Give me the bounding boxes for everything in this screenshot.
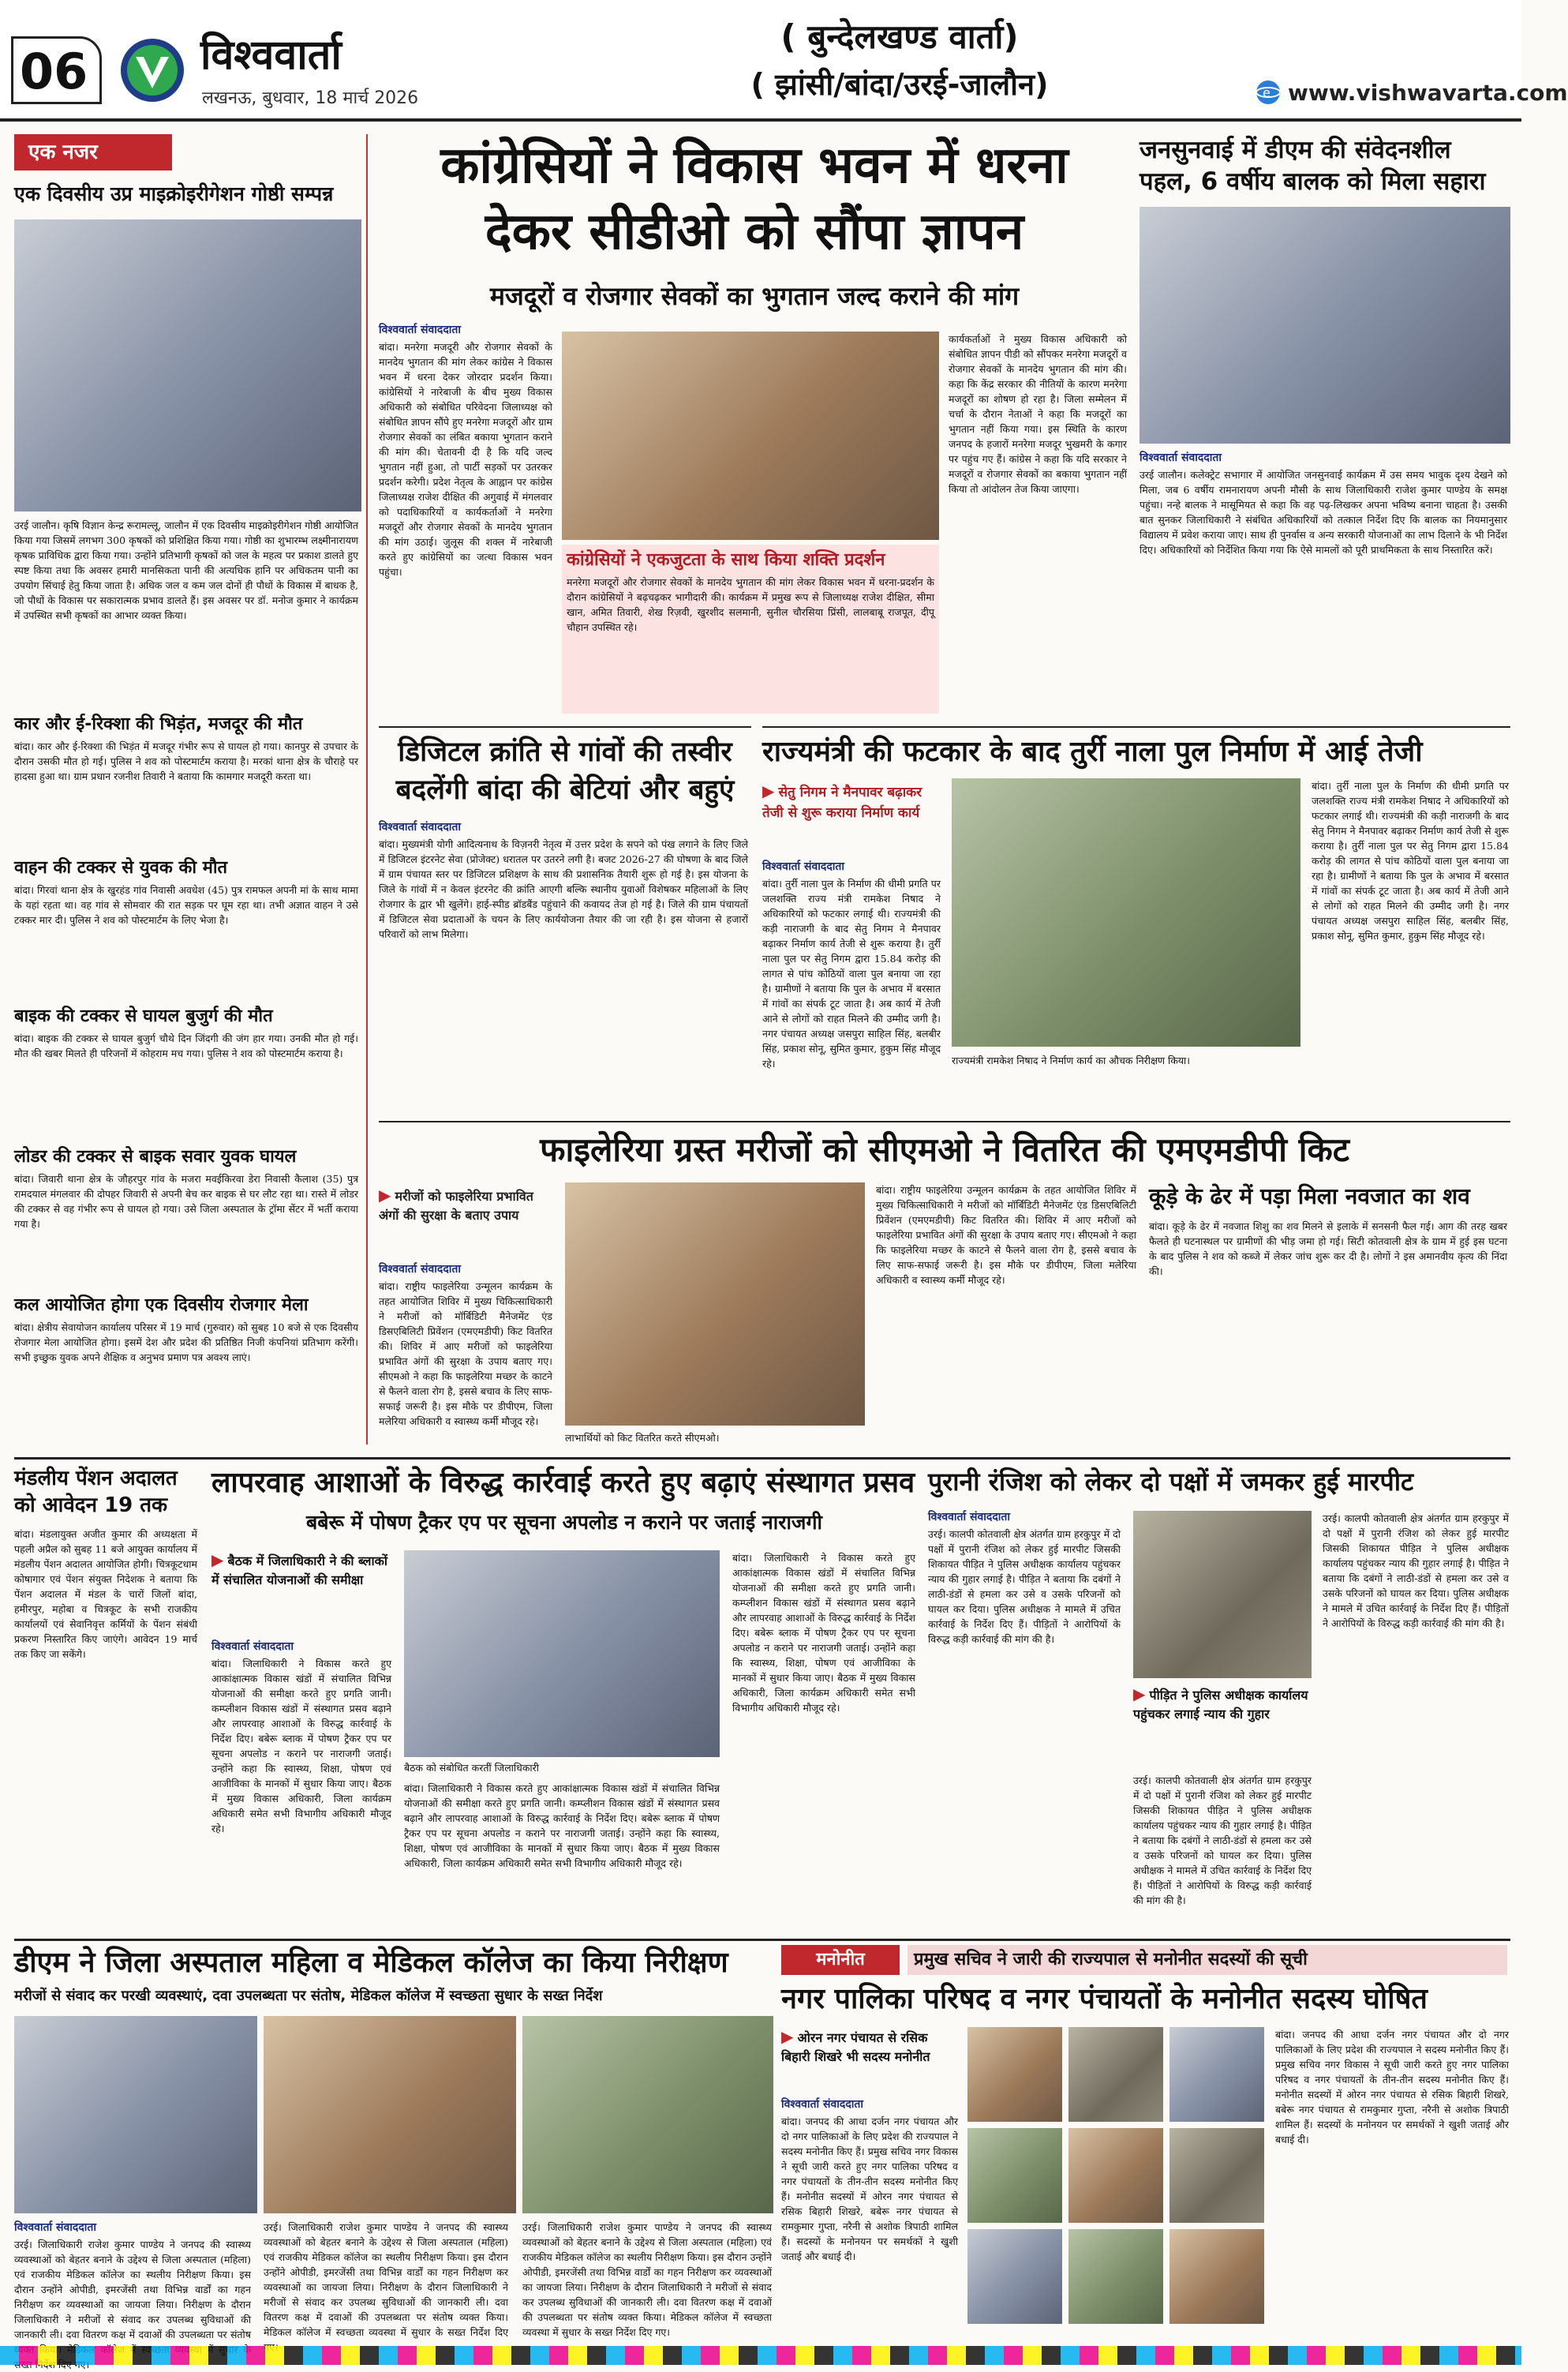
member-portrait-3 xyxy=(1169,2027,1264,2122)
hospital-photo-2 xyxy=(264,2016,516,2213)
masthead-rule xyxy=(0,118,1521,122)
asha-callout-text: बैठक में जिलाधिकारी ने की ब्लाकों में संचालित योजनाओं की समीक्षा xyxy=(211,1553,388,1587)
red-arrow-icon: ▶ xyxy=(781,2027,794,2046)
short-news-3-body: बांदा। बाइक की टक्कर से घायल बुजुर्ग चौथे दिन जिंदगी की जंग हार गया। उनकी मौत हो गई। मौत की खबर मिलते ही परिजनों में कोहराम मच गया। पुलिस ने शव को पोस्टमार्टम कराया है। xyxy=(14,1032,358,1059)
ranjish-body-middle: उरई। कालपी कोतवाली क्षेत्र अंतर्गत ग्राम हरकुपुर में दो पक्षों में पुरानी रंजिश को लेकर हुई मारपीट जिसकी शिकायत पीड़ित ने पुलिस अधीक्षक कार्यालय पहुंचकर न्याय की गुहार लगाई है। पीड़ित ने बताया कि दबंगों ने लाठी-डंडों से हमला कर उसे व उसके परिजनों को घायल कर दिया। पुलिस अधीक्षक ने मामले में उचित कार्रवाई के निर्देश दिए हैं। पीड़ितों ने आरोपियों के विरुद्ध कड़ी कार्रवाई की मांग की है। xyxy=(1133,1774,1312,1906)
asha-meeting-photo xyxy=(404,1550,720,1757)
asha-subhead: बबेरू में पोषण ट्रैकर एप पर सूचना अपलोड न कराने पर जताई नाराजगी xyxy=(305,1511,823,1534)
asha-body-right: बांदा। जिलाधिकारी ने विकास करते हुए आकांक्षात्मक विकास खंडों में संचालित विभिन्न योजनाओं की समीक्षा करते हुए प्रगति जानी। कम्प्लीशन विकास खंडों में संस्थागत प्रसव बढ़ाने और लापरवाह आशाओं के विरुद्ध कार्रवाई के निर्देश दिए। बबेरू ब्लाक में पोषण ट्रैकर एप पर सूचना अपलोड न कराने पर नाराजगी जताई। उन्होंने कहा कि स्वास्थ्य, शिक्षा, पोषण एवं आजीविका के मानकों में सुधार किया जाए। बैठक में मुख्य विकास अधिकारी, जिला कार्यक्रम अधिकारी समेत सभी विभागीय अधिकारी मौजूद रहे। xyxy=(732,1552,915,1714)
filaria-callout xyxy=(379,1186,552,1253)
short-news-4-body: बांदा। जिवारी थाना क्षेत्र के जौहरपुर गांव के मजरा मवईकिरवा डेरा निवासी कैलाश (35) पुत्र रामदयाल मंगलवार की दोपहर जिवारी से अपनी बेच कर बाइक से घर लौट रहा था। रास्ते में लोडर की टक्कर से वह गंभीर रूप से घायल हो गया। उसे जिला अस्पताल के ट्रॉमा सेंटर में भर्ती कराया गया है। xyxy=(14,1173,358,1230)
ek-nazar-headline: एक दिवसीय उप्र माइक्रोइरीगेशन गोष्ठी सम्पन्न xyxy=(14,182,334,205)
hospital-story xyxy=(14,1945,773,2340)
dateline: लखनऊ, बुधवार, 18 मार्च 2026 xyxy=(202,88,419,108)
hospital-byline: विश्ववार्ता संवाददाता xyxy=(14,2221,97,2234)
edition-subtitle: ( झांसी/बांदा/उरई-जालौन) xyxy=(750,67,1049,102)
member-portrait-5 xyxy=(1068,2128,1163,2223)
gosthi-photo xyxy=(14,219,361,511)
pension-headline: मंडलीय पेंशन अदालत को आवेदन 19 तक xyxy=(14,1467,178,1517)
photo-caption-title: कांग्रेसियों ने एकजुटता के साथ किया शक्ति प्रदर्शन xyxy=(567,550,885,570)
ranjish-headline: पुरानी रंजिश को लेकर दो पक्षों में जमकर हुई मारपीट xyxy=(928,1467,1414,1497)
asha-headline: लापरवाह आशाओं के विरुद्ध कार्रवाई करते हुए बढ़ाएं संस्थागत प्रसव xyxy=(211,1467,915,1499)
main-body-left: बांदा। मनरेगा मजदूरी और रोजगार सेवकों के मानदेय भुगतान की मांग लेकर कांग्रेस ने विकास भवन में धरना देकर जोरदार प्रदर्शन किया। कांग्रेसियों ने नारेबाजी के बीच मुख्य विकास अधिकारी को संबोधित परिवेदना जिलाध्यक्ष को संबोधित ज्ञापन सौंपे हुए मनरेगा मजदूरों और ग्राम रोजगार सेवकों का लंबित बकाया भुगतान कराने की मांग की। चेतावनी दी है कि यदि जल्द भुगतान नहीं हुआ, तो पार्टी सड़कों पर उतरकर प्रदर्शन करेगी। प्रदेश नेतृत्व के आह्वान पर कांग्रेस जिलाध्यक्ष राजेश दीक्षित की अगुवाई में मंगलवार को पदाधिकारियों व कार्यकर्ताओं ने मनरेगा मजदूरों और रोजगार सेवकों के मानदेय भुगतान की मांग उठाई। जुलूस की शक्ल में नारेबाजी करते हुए कांग्रेसियों का जत्था विकास भवन पहुंचा। xyxy=(379,341,552,578)
short-news-1-body: बांदा। कार और ई-रिक्शा की भिड़ंत में मजदूर गंभीर रूप से घायल हो गया। कानपुर से उपचार के दौरान उसकी मौत हो गई। पुलिस ने शव को पोस्टमार्टम कराया है। मरकां थाना क्षेत्र के चौराहे पर हादसा हुआ था। ग्राम प्रधान रजनीश तिवारी ने बताया कि कामगार मजदूरी करता था। xyxy=(14,740,358,782)
pension-body: बांदा। मंडलायुक्त अजीत कुमार की अध्यक्षता में पहली अप्रैल को सुबह 11 बजे आयुक्त कार्यालय में मंडलीय पेंशन अदालत आयोजित होगी। चित्रकूटधाम कोषागार एवं पेंशन संयुक्त निदेशक ने बताया कि पेंशन अदालत में मंडल के चारों जिलों बांदा, हमीरपुर, महोबा व चित्रकूट के सभी राजकीय कार्यालयों एवं सेवानिवृत्त कर्मियों के पेंशन संबंधी प्रकरण निस्तारित किए जाएंगे। आवेदन 19 मार्च तक किए जा सकेंगे। xyxy=(14,1528,197,1660)
nominated-kicker: प्रमुख सचिव ने जारी की राज्यपाल से मनोनीत सदस्यों की सूची xyxy=(907,1945,1507,1975)
photo-caption-box xyxy=(562,545,939,714)
member-portrait-1 xyxy=(967,2027,1062,2122)
asha-byline: विश्ववार्ता संवाददाता xyxy=(211,1640,294,1653)
member-portrait-8 xyxy=(1068,2229,1163,2324)
main-byline: विश्ववार्ता संवाददाता xyxy=(379,324,462,336)
svg-text:e: e xyxy=(1263,85,1270,100)
hospital-body-1: उरई। जिलाधिकारी राजेश कुमार पाण्डेय ने जनपद की स्वास्थ्य व्यवस्थाओं को बेहतर बनाने के उद्देश्य से जिला अस्पताल (महिला) एवं राजकीय मेडिकल कॉलेज का स्थलीय निरीक्षण किया। इस दौरान उन्होंने ओपीडी, इमरजेंसी तथा विभिन्न वार्डों का गहन निरीक्षण कर व्यवस्थाओं का जायजा लिया। निरीक्षण के दौरान जिलाधिकारी ने मरीजों से संवाद कर उपलब्ध सुविधाओं की जानकारी ली। दवा वितरण कक्ष में दवाओं की उपलब्धता पर संतोष xyxy=(14,2239,251,2340)
short-news-3-headline: बाइक की टक्कर से घायल बुजुर्ग की मौत xyxy=(14,1006,273,1026)
nominated-tag: मनोनीत xyxy=(781,1945,900,1975)
lower-band-rule xyxy=(14,1457,1510,1460)
nominated-body-right: बांदा। जनपद की आधा दर्जन नगर पंचायत और दो नगर पालिकाओं के लिए प्रदेश की राज्यपाल ने सदस्य मनोनीत किए हैं। प्रमुख सचिव नगर विकास ने सूची जारी करते हुए नगर पालिका परिषद व नगर पंचायतों के तीन-तीन सदस्य मनोनीत किए हैं। मनोनीत सदस्यों में ओरन नगर पंचायत से रसिक बिहारी शिखरे, बबेरू नगर पंचायत से रामकुमार गुप्ता, नरैनी से अशोक त्रिपाठी शामिल हैं। सदस्यों के मनोनयन पर समर्थकों ने खुशी जताई और बधाई दी। xyxy=(1275,2029,1509,2145)
janasunwai-photo xyxy=(1140,207,1510,444)
member-portrait-9 xyxy=(1169,2229,1264,2324)
website-link[interactable]: www.vishwavarta.com xyxy=(1288,80,1568,106)
pension-story xyxy=(14,1465,200,1931)
masthead xyxy=(0,0,1568,118)
hospital-subhead: मरीजों से संवाद कर परखी व्यवस्थाएं, दवा उपलब्धता पर संतोष, मेडिकल कॉलेज में स्वच्छता सुधार के सख्त निर्देश xyxy=(14,1988,603,2004)
ek-nazar-label: एक नजर xyxy=(14,134,172,170)
photo-caption-body: मनरेगा मजदूरों और रोजगार सेवकों के मानदेय भुगतान की मांग लेकर विकास भवन में धरना-प्रदर्शन के दौरान कांग्रेसियों ने बढ़चढ़कर भागीदारी की। कार्यक्रम में प्रमुख रूप से जिलाध्यक्ष राजेश दीक्षित, सीमा खान, अमित तिवारी, शेख रिज़वी, खुरशीद सलमानी, सुनील चौरसिया प्रिंसी, लालबाबू राजपूत, दीपू चौहान उपस्थित रहे। xyxy=(567,576,934,633)
digital-byline: विश्ववार्ता संवाददाता xyxy=(379,821,462,834)
red-arrow-icon: ▶ xyxy=(762,781,775,800)
asha-callout xyxy=(211,1550,391,1629)
main-story xyxy=(379,134,1130,718)
navjat-story xyxy=(1149,1182,1510,1451)
hospital-photo-1 xyxy=(14,2016,257,2213)
hospital-body-3: उरई। जिलाधिकारी राजेश कुमार पाण्डेय ने जनपद की स्वास्थ्य व्यवस्थाओं को बेहतर बनाने के उद्देश्य से जिला अस्पताल (महिला) एवं राजकीय मेडिकल कॉलेज का स्थलीय निरीक्षण किया। इस दौरान उन्होंने ओपीडी, इमरजेंसी तथा विभिन्न वार्डों का गहन निरीक्षण कर व्यवस्थाओं का जायजा लिया। निरीक्षण के दौरान जिलाधिकारी ने मरीजों से संवाद कर उपलब्ध सुविधाओं की जानकारी ली। दवा वितरण कक्ष में दवाओं की उपलब्धता पर संतोष व्यक्त किया। मेडिकल कॉलेज में स्वच्छता व्यवस्था में सुधार के सख्त निर्देश दिए गए। xyxy=(522,2221,772,2338)
asha-body-middle: बांदा। जिलाधिकारी ने विकास करते हुए आकांक्षात्मक विकास खंडों में संचालित विभिन्न योजनाओं की समीक्षा करते हुए प्रगति जानी। कम्प्लीशन विकास खंडों में संस्थागत प्रसव बढ़ाने और लापरवाह आशाओं के विरुद्ध कार्रवाई के निर्देश दिए। बबेरू ब्लाक में पोषण ट्रैकर एप पर सूचना अपलोड न कराने पर नाराजगी जताई। उन्होंने कहा कि स्वास्थ्य, शिक्षा, पोषण एवं आजीविका के मानकों में सुधार किया जाए। बैठक में मुख्य विकास अधिकारी, जिला कार्यक्रम अधिकारी समेत सभी विभागीय अधिकारी मौजूद रहे। xyxy=(404,1782,720,1869)
member-portrait-2 xyxy=(1068,2027,1163,2122)
filaria-body: बांदा। राष्ट्रीय फाइलेरिया उन्मूलन कार्यक्रम के तहत आयोजित शिविर में मुख्य चिकित्साधिकारी ने मरीजों को मॉर्बिडिटी मैनेजमेंट एंड डिसएबिलिटी प्रिवेंशन (एमएमडीपी) किट वितरित की। शिविर में आए मरीजों को फाइलेरिया प्रभावित अंगों की सुरक्षा के उपाय बताए गए। सीएमओ ने कहा कि फाइलेरिया मच्छर के काटने से फैलने वाला रोग है, इससे बचाव के लिए साफ-सफाई जरूरी है। इस मौके पर डीपीएम, जिला मलेरिया अधिकारी व स्वास्थ्य कर्मी मौजूद रहे। xyxy=(379,1280,552,1427)
short-news-1-headline: कार और ई-रिक्शा की भिड़ंत, मजदूर की मौत xyxy=(14,714,303,734)
ek-nazar-body: उरई जालौन। कृषि विज्ञान केन्द्र रूरामल्लू, जालौन में एक दिवसीय माइक्रोइरीगेशन गोष्ठी आयोजित किया गया जिसमें लगभग 300 कृषकों को प्रशिक्षित किया गया। गोष्ठी का शुभारम्भ लक्ष्मीनारायण कृषक प्राविधिक द्वारा किया गया। उन्होंने प्रतिभागी कृषकों को जल के महत्व पर प्रकाश डालते हुए स्पष्ट किया तथा कि अवसर हमारी मानसिकता पानी की अत्यधिक हानि पर अधिकतम पानी का उपयोग सिंचाई हेतु किया जाता है। अधिक जल व कम जल दोनों ही पौधों के विकास में बाधक है, जो पौधों के विकास पर सकारात्मक प्रभाव डालते हैं। इस अवसर पर डॉ. मनोज कुमार ने कार्यक्रम में उपस्थित सभी कृषकों का आभार व्यक्त किया। xyxy=(14,519,358,621)
edition-title: ( बुन्देलखण्ड वार्ता) xyxy=(780,17,1019,56)
red-arrow-icon: ▶ xyxy=(379,1186,391,1205)
nominated-story xyxy=(781,1945,1510,2340)
member-portrait-6 xyxy=(1169,2128,1264,2223)
turri-story xyxy=(762,726,1510,1121)
main-headline-line2: देकर सीडीओ को सौंपा ज्ञापन xyxy=(485,203,1024,261)
turri-body-right: बांदा। तुर्री नाला पुल के निर्माण की धीमी प्रगति पर जलशक्ति राज्य मंत्री रामकेश निषाद ने अधिकारियों को फटकार लगाई थी। राज्यमंत्री की कड़ी नाराजगी के बाद सेतु निगम ने मैनपावर बढ़ाकर निर्माण कार्य तेजी से शुरू कराया है। तुर्री नाला पुल पर सेतु निगम द्वारा 15.84 करोड़ की लागत से पांच कोठियों वाला पुल बनाया जा रहा है। ग्रामीणों ने बताया कि पुल के अभाव में बरसात में गांवों का संपर्क टूट जाता है। अब कार्य में तेजी आने से लोगों को राहत मिलने की उम्मीद जगी है। नगर पंचायत अध्यक्ष जसपुरा साहिल सिंह, बलबीर सिंह, प्रकाश सोनू, सुमित कुमार, हुकुम सिंह मौजूद रहे। xyxy=(1312,780,1509,942)
hospital-photo-3 xyxy=(522,2016,773,2213)
turri-bridge-photo xyxy=(952,778,1300,1047)
member-portrait-4 xyxy=(967,2128,1062,2223)
filaria-byline: विश्ववार्ता संवाददाता xyxy=(379,1263,462,1276)
digital-body: बांदा। मुख्यमंत्री योगी आदित्यनाथ के विज़नरी नेतृत्व में उत्तर प्रदेश के सपने को पंख लगाने के लिए जिले में डिजिटल इंटरनेट सेवा (प्रोजेक्ट) धरातल पर उतरने लगी है। बजट 2026-27 की घोषणा के बाद जिले में ग्राम पंचायत स्तर पर डिजिटल प्रशिक्षण के साथ की प्रशासनिक तैयारी शुरू हो गई है। इस योजना के जिले के गांवों में न केवल इंटरनेट की क्रांति आएगी बल्कि स्थानीय युवाओं विशेषकर महिलाओं के लिए रोजगार के द्वार भी खुलेंगे। हाई-स्पीड ब्रॉडबैंड पहुंचाने की कवायद तेज हो गई है। जिले की ग्राम पंचायतों में डिजिटल सेवा प्रदाताओं के चयन के लिए कार्ययोजना तैयार की जा रही है। इस योजना से हजारों परिवारों को लाभ मिलेगा। xyxy=(379,838,748,940)
main-subhead: मजदूरों व रोजगार सेवकों का भुगतान जल्द कराने की मांग xyxy=(489,281,1020,311)
red-arrow-icon: ▶ xyxy=(211,1550,224,1569)
vishwavarta-logo-icon xyxy=(118,36,186,104)
short-news-2-headline: वाहन की टक्कर से युवक की मौत xyxy=(14,858,228,878)
filaria-photo-caption: लाभार्थियों को किट वितरित करते सीएमओ। xyxy=(565,1432,720,1444)
short-news-2-body: बांदा। गिरवां थाना क्षेत्र के खुरहंड गांव निवासी अवधेश (45) पुत्र रामफल अपनी मां के साथ मामा के यहां रहता था। वह गांव से सोमवार की रात सड़क पर घूम रहा था। तभी अज्ञात वाहन ने उसे टक्कर मार दी। पुलिस ने शव को पोस्टमार्टम के लिए भेजा है। xyxy=(14,884,358,926)
digital-headline-line2: बदलेंगी बांदा की बेटियां और बहुएं xyxy=(395,774,735,806)
member-portrait-7 xyxy=(967,2229,1062,2324)
digital-headline-line1: डिजिटल क्रांति से गांवों की तस्वीर xyxy=(398,736,732,768)
filaria-callout-text: मरीजों को फाइलेरिया प्रभावित अंगों की सुरक्षा के बताए उपाय xyxy=(379,1189,533,1223)
page-number-box xyxy=(11,36,102,104)
protest-photo xyxy=(562,332,939,540)
janasunwai-story xyxy=(1140,134,1510,718)
nominated-body: बांदा। जनपद की आधा दर्जन नगर पंचायत और दो नगर पालिकाओं के लिए प्रदेश की राज्यपाल ने सदस्य मनोनीत किए हैं। प्रमुख सचिव नगर विकास ने सूची जारी करते हुए नगर पालिका परिषद व नगर पंचायतों के तीन-तीन सदस्य मनोनीत किए हैं। मनोनीत सदस्यों में ओरन नगर पंचायत से रसिक बिहारी शिखरे, बबेरू नगर पंचायत से रामकुमार गुप्ता, नरैनी से अशोक त्रिपाठी शामिल हैं। सदस्यों के मनोनयन पर समर्थकों ने खुशी जताई और बधाई दी। xyxy=(781,2115,958,2262)
turri-headline: राज्यमंत्री की फटकार के बाद तुर्री नाला पुल निर्माण में आई तेजी xyxy=(762,736,1423,768)
navjat-body: बांदा। कूड़े के ढेर में नवजात शिशु का शव मिलने से इलाके में सनसनी फैल गई। आग की तरह खबर फैलते ही घटनास्थल पर ग्रामीणों की भीड़ जमा हो गई। सिटी कोतवाली क्षेत्र के ग्राम में हुई इस घटना के बाद पुलिस ने शव को कब्जे में लेकर जांच शुरू कर दी है। लोगों ने इस अमानवीय कृत्य की निंदा की। xyxy=(1149,1220,1507,1277)
asha-story xyxy=(211,1465,917,1931)
turri-photo-caption: राज्यमंत्री रामकेश निषाद ने निर्माण कार्य का औचक निरीक्षण किया। xyxy=(952,1055,1191,1066)
filaria-photo xyxy=(565,1182,865,1426)
turri-callout-text: सेतु निगम ने मैनपावर बढ़ाकर तेजी से शुरू कराया निर्माण कार्य xyxy=(762,785,922,821)
filaria-headline: फाइलेरिया ग्रस्त मरीजों को सीएमओ ने वितरित की एमएमडीपी किट xyxy=(540,1130,1349,1169)
ranjish-photo xyxy=(1133,1511,1312,1678)
turri-byline: विश्ववार्ता संवाददाता xyxy=(762,860,845,873)
ranjish-callout xyxy=(1133,1684,1312,1763)
janasunwai-byline: विश्ववार्ता संवाददाता xyxy=(1140,452,1222,464)
nominated-byline: विश्ववार्ता संवाददाता xyxy=(781,2098,864,2111)
janasunwai-headline: जनसुनवाई में डीएम की संवेदनशील पहल, 6 वर्षीय बालक को मिला सहारा xyxy=(1140,136,1486,196)
turri-body: बांदा। तुर्री नाला पुल के निर्माण की धीमी प्रगति पर जलशक्ति राज्य मंत्री रामकेश निषाद ने अधिकारियों को फटकार लगाई थी। राज्यमंत्री की कड़ी नाराजगी के बाद सेतु निगम ने मैनपावर बढ़ाकर निर्माण कार्य तेजी से शुरू कराया है। तुर्री नाला पुल पर सेतु निगम द्वारा 15.84 करोड़ की लागत से पांच कोठियों वाला पुल बनाया जा रहा है। ग्रामीणों ने बताया कि पुल के अभाव में बरसात में गांवों का संपर्क टूट जाता है। अब कार्य में तेजी आने से लोगों को राहत मिलने की उम्मीद जगी है। नगर पंचायत अध्यक्ष जसपुरा साहिल सिंह, बलबीर सिंह, प्रकाश सोनू, सुमित कुमार, हुकुम सिंह मौजूद रहे। xyxy=(762,878,941,1070)
asha-body: बांदा। जिलाधिकारी ने विकास करते हुए आकांक्षात्मक विकास खंडों में संचालित विभिन्न योजनाओं की समीक्षा करते हुए प्रगति जानी। कम्प्लीशन विकास खंडों में संस्थागत प्रसव बढ़ाने और लापरवाह आशाओं के विरुद्ध कार्रवाई के निर्देश दिए। बबेरू ब्लाक में पोषण ट्रैकर एप पर सूचना अपलोड न कराने पर नाराजगी जताई। उन्होंने कहा कि स्वास्थ्य, शिक्षा, पोषण एवं आजीविका के मानकों में सुधार किया जाए। बैठक में मुख्य विकास अधिकारी, जिला कार्यक्रम अधिकारी समेत सभी विभागीय अधिकारी मौजूद रहे। xyxy=(211,1658,391,1834)
nominated-callout-text: ओरन नगर पंचायत से रसिक बिहारी शिखरे भी सदस्य मनोनीत xyxy=(781,2030,930,2064)
ek-nazar-section xyxy=(14,134,368,1445)
filaria-story xyxy=(379,1121,1510,1452)
page-number: 06 xyxy=(20,43,88,100)
main-body-right: कार्यकर्ताओं ने मुख्य विकास अधिकारी को संबोधित ज्ञापन पीडी को सौंपकर मनरेगा मजदूरों व रोजगार सेवकों के मानदेय भुगतान की मांग की। कहा कि केंद्र सरकार की नीतियों के कारण मनरेगा मजदूरों का शोषण हो रहा है। जिला सम्मेलन में चर्चा के दौरान नेताओं ने कहा कि मजदूरों का भुगतान नहीं किया गया। इस स्थिति के कारण जनपद के हजारों मनरेगा मजदूर भुखमरी के कगार पर पहुंच गए हैं। कांग्रेस ने कहा कि यदि सरकार ने मजदूरों व रोजगार सेवकों का बकाया भुगतान नहीं किया तो आंदोलन तेज किया जाएगा। xyxy=(949,333,1127,495)
short-news-5-headline: कल आयोजित होगा एक दिवसीय रोजगार मेला xyxy=(14,1295,309,1315)
globe-icon xyxy=(1255,79,1282,106)
bottom-band-rule xyxy=(14,1939,1510,1941)
nominated-headline: नगर पालिका परिषद व नगर पंचायतों के मनोनीत सदस्य घोषित xyxy=(781,1983,1428,2015)
paper-name: विश्ववार्ता xyxy=(200,32,342,79)
hospital-headline: डीएम ने जिला अस्पताल महिला व मेडिकल कॉलेज का किया निरीक्षण xyxy=(14,1947,728,1979)
ranjish-byline: विश्ववार्ता संवाददाता xyxy=(928,1511,1011,1523)
red-arrow-icon: ▶ xyxy=(1133,1684,1146,1703)
hospital-body-2: उरई। जिलाधिकारी राजेश कुमार पाण्डेय ने जनपद की स्वास्थ्य व्यवस्थाओं को बेहतर बनाने के उद्देश्य से जिला अस्पताल (महिला) एवं राजकीय मेडिकल कॉलेज का स्थलीय निरीक्षण किया। इस दौरान उन्होंने ओपीडी, इमरजेंसी तथा विभिन्न वार्डों का गहन निरीक्षण कर व्यवस्थाओं का जायजा लिया। निरीक्षण के दौरान जिलाधिकारी ने मरीजों से संवाद कर उपलब्ध सुविधाओं की जानकारी ली। दवा वितरण कक्ष में दवाओं की उपलब्धता पर संतोष व्यक्त किया। मेडिकल कॉलेज में स्वच्छता व्यवस्था में सुधार के सख्त निर्देश दिए xyxy=(264,2221,508,2338)
ranjish-body: उरई। कालपी कोतवाली क्षेत्र अंतर्गत ग्राम हरकुपुर में दो पक्षों में पुरानी रंजिश को लेकर हुई मारपीट जिसकी शिकायत पीड़ित ने पुलिस अधीक्षक कार्यालय पहुंचकर न्याय की गुहार लगाई है। पीड़ित ने बताया कि दबंगों ने लाठी-डंडों से हमला कर उसे व उसके परिजनों को घायल कर दिया। पुलिस अधीक्षक ने मामले में उचित कार्रवाई के निर्देश दिए हैं। पीड़ितों ने आरोपियों के विरुद्ध कड़ी कार्रवाई की मांग की है। xyxy=(928,1528,1121,1645)
asha-photo-caption: बैठक को संबोधित करतीं जिलाधिकारी xyxy=(404,1762,540,1774)
nominated-callout xyxy=(781,2027,958,2093)
janasunwai-body: उरई जालौन। कलेक्ट्रेट सभागार में आयोजित जनसुनवाई कार्यक्रम में उस समय भावुक दृश्य देखने को मिला, जब 6 वर्षीय रामनारायण अपनी मौसी के साथ जिलाधिकारी राजेश कुमार पाण्डेय के समक्ष पहुंचा। नन्हे बालक ने मासूमियत से कहा कि वह पढ़-लिखकर अपना भविष्य बनाना चाहता है। उसकी बात सुनकर जिलाधिकारी ने संबंधित अधिकारियों को तत्काल निर्देश दिए कि बालक का नियमानुसार विद्यालय में प्रवेश कराया जाए। साथ ही पुनर्वास व अन्य सरकारी योजनाओं का लाभ दिलाने के भी निर्देश दिए। अधिकारियों को निर्देशित किया गया कि ऐसे मामलों को पूरी प्राथमिकता के साथ निस्तारित करें। xyxy=(1140,469,1507,556)
ranjish-body-right: उरई। कालपी कोतवाली क्षेत्र अंतर्गत ग्राम हरकुपुर में दो पक्षों में पुरानी रंजिश को लेकर हुई मारपीट जिसकी शिकायत पीड़ित ने पुलिस अधीक्षक कार्यालय पहुंचकर न्याय की गुहार लगाई है। पीड़ित ने बताया कि दबंगों ने लाठी-डंडों से हमला कर उसे व उसके परिजनों को घायल कर दिया। पुलिस अधीक्षक ने मामले में उचित कार्रवाई के निर्देश दिए हैं। पीड़ितों ने आरोपियों के विरुद्ध कड़ी कार्रवाई की मांग की है। xyxy=(1323,1512,1509,1629)
filaria-body-right: बांदा। राष्ट्रीय फाइलेरिया उन्मूलन कार्यक्रम के तहत आयोजित शिविर में मुख्य चिकित्साधिकारी ने मरीजों को मॉर्बिडिटी मैनेजमेंट एंड डिसएबिलिटी प्रिवेंशन (एमएमडीपी) किट वितरित की। शिविर में आए मरीजों को फाइलेरिया प्रभावित अंगों की सुरक्षा के उपाय बताए गए। सीएमओ ने कहा कि फाइलेरिया मच्छर के काटने से फैलने वाला रोग है, इससे बचाव के लिए साफ-सफाई जरूरी है। इस मौके पर डीपीएम, जिला मलेरिया अधिकारी व स्वास्थ्य कर्मी मौजूद रहे। xyxy=(876,1184,1136,1286)
print-registration-bar xyxy=(0,2346,1521,2365)
short-news-5-body: बांदा। क्षेत्रीय सेवायोजन कार्यालय परिसर में 19 मार्च (गुरुवार) को सुबह 10 बजे से एक दिवसीय रोजगार मेला आयोजित होगा। इसमें देश और प्रदेश की प्रतिष्ठित निजी कंपनियां प्रतिभाग करेंगी। सभी इच्छुक युवक अपने शैक्षिक व अनुभव प्रमाण पत्र अवश्य लाएं। xyxy=(14,1321,358,1363)
short-news-4-headline: लोडर की टक्कर से बाइक सवार युवक घायल xyxy=(14,1147,297,1167)
ranjish-photo-caption: पीड़ित ने पुलिस अधीक्षक कार्यालय पहुंचकर लगाई न्याय की गुहार xyxy=(1133,1688,1308,1722)
main-headline-line1: कांग्रेसियों ने विकास भवन में धरना xyxy=(440,137,1068,195)
turri-callout xyxy=(762,781,936,849)
navjat-headline: कूड़े के ढेर में पड़ा मिला नवजात का शव xyxy=(1149,1183,1470,1209)
ranjish-story xyxy=(928,1465,1510,1931)
